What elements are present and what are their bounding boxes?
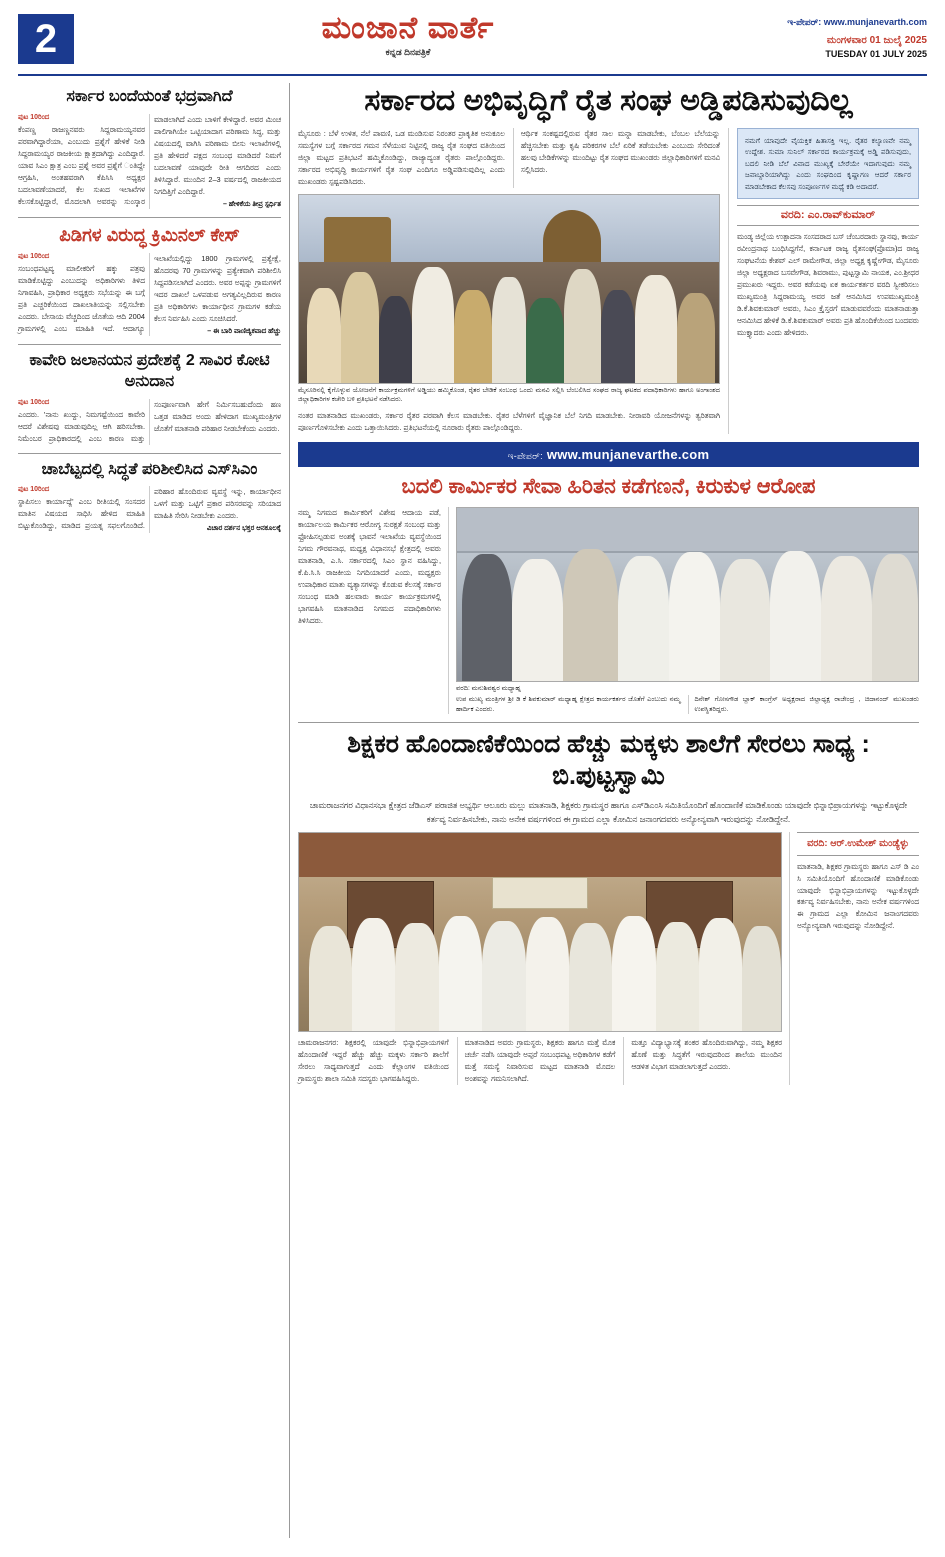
lead-left-block (298, 128, 728, 434)
epaper-label: ಇ-ಪೇಪರ್: (787, 17, 822, 27)
url-strip-prefix: ಇ-ಪೇಪರ್: (507, 450, 543, 461)
second-photo (456, 507, 919, 682)
page-number: 2 (18, 14, 74, 64)
left-article-4-body: ಸ್ಥಾಪಿಸಲು ಕಾರ್ಯಾದ್ದೆ' ಎಂಬ ರೀತಿಯಲ್ಲಿ ಸಂಸದರ ಮಾತಿನ ವಿಷಯದ ಸಾಧಿಸಿ ಹೇಳಿದ ಮಾಹಿತಿ ಬಿಟ್ಟುಕೊಂಡಿದ್ದು, ಮಾಡಿದ ಪ್ರಯತ್ನ ಸಫಲಗೊಂಡಿದೆ. ಪರಿಹಾರ ಹೊಂದಿರುವ ವ್ಯವಸ್ಥೆ ಇನ್ನು, ಕಾರ್ಯಾಧೀನ ಒಳಗೆ ಮತ್ತು ಒಟ್ಟಿಗೆ ಪ್ರಕಾರ ಪರಿಸರವನ್ನು ಸರಿಯಾದ ಮಾಹಿತಿ ಸೇರಿಸಿ ನೀಡಬೇಕು ಎಂದರು. (18, 487, 281, 531)
left-article-2-body: ಸಂಬಂಧಪಟ್ಟವ್ಯ ಮಾಲೀಕರಿಗೆ ಹಕ್ಕು ಪತ್ರವು ಮಾಡಿಕೊಟ್ಟಿದ್ದು ಎಂಬುದನ್ನು ಅಧಿಕಾರಿಗಳು ತಿಳಿದ ನಿಗಾವಹಿಸಿ, ಪ್ರಾಧಿಕಾರ ಅಧ್ಯಕ್ಷರು ಸಭೆಯನ್ನು ಈ ಬಗ್ಗೆ ಪ್ರತಿ ಎಚ್ಚರಿಕೆಯಿಂದ ದಾಖಲಾತಿಯನ್ನು ಸಲ್ಲಿಸಬೇಕು ಎಂದರು. ಬೇಸಾಯ ವೆಚ್ಚದಿಂದ ಜೊತೆಯ ಆದಿ 2004 ಗ್ರಾಮಗಳಲ್ಲಿ ಎಂಬ ಮಾಹಿತಿ ಇದೆ. ಆದಾಗ್ಯೂ ಇಲಾಖೆಯಲ್ಲಿದ್ದು 1800 ಗ್ರಾಮಗಳಲ್ಲಿ ಪ್ರತ್ಯೇಕ್ಷೆ, ಹೊದರವು 70 ಗ್ರಾಮಗಳನ್ನು ಪ್ರತ್ಯೇಕವಾಗಿ ಪರಿಶೀಲಿಸಿ ಸಿದ್ದಪಡಿಸಲಾಗಿದೆ ಎಂದರು. ಅವರ ಅಪ್ಪನ್ನು ಗ್ರಾಮಗಳಿಗೆ ಇದರ ದಾಖಲೆ ಒಳಪಡುವ ಅಗತ್ಯವಿಲ್ಲದಿರುವ ಕಾರಣ ಪ್ರತಿ ಅಧಿಕಾರಿಗಳು ಕಾರ್ಯಾಧೀನ ಗ್ರಾಮಗಳ ಕಡೆಯ ಕೆಲಸ ನಿರ್ವಹಿಸಿ ಎಂದು ಸೂಚಿಸಿದರೆ. (18, 254, 281, 333)
url-strip-url[interactable]: www.munjanevarthe.com (546, 446, 710, 462)
lead-col-2: ಆರ್ಥಿಕ ಸಂಕಷ್ಟದಲ್ಲಿರುವ ರೈತರ ಸಾಲ ಮನ್ನಾ ಮಾಡಬೇಕು, ಬೆಂಬಲ ಬೆಲೆಯನ್ನು ಹೆಚ್ಚಿಸಬೇಕು ಮತ್ತು ಕೃಷಿ ಪರಿಕರಗಳ ಬೆಲೆ ಏರಿಕೆ ತಡೆಯಬೇಕು ಎಂಬುದು ಸೇರಿದಂತೆ ಹಲವು ಬೇಡಿಕೆಗಳನ್ನು ಮುಂದಿಟ್ಟು ರೈತ ಸಂಘದ ಮುಖಂಡರು ಜಿಲ್ಲಾಧಿಕಾರಿಗಳಿಗೆ ಮನವಿ ಸಲ್ಲಿಸಿದರು. (513, 128, 720, 188)
date-kannada: ಮಂಗಳವಾರ 01 ಜುಲೈ 2025 (826, 34, 927, 46)
left-article-2-byline: ಪುಟ 10ರಿಂದ (18, 253, 50, 261)
third-col-1: ಚಾಮರಾಜನಗರ: ಶಿಕ್ಷಕರಲ್ಲಿ ಯಾವುದೇ ಭಿನ್ನಾಭಿಪ್ರಾಯಗಳಿಗೆ ಹೊಂದಾಣಿಕೆ ಇದ್ದರೆ ಹೆಚ್ಚು ಹೆಚ್ಚು ಮಕ್ಕಳು ಸರ್ಕಾರಿ ಶಾಲೆಗೆ ಸೇರಲು ಸಾಧ್ಯವಾಗುತ್ತದೆ ಎಂದು ಕೆಲ್ಲಾಂಗಳ ವತಿಯಿಂದ ಗ್ರಾಮಸ್ಥರು ಶಾಲಾ ಸಮಿತಿ ಸದಸ್ಯರು ಭಾಗವಹಿಸಿದ್ದರು. (298, 1038, 449, 1084)
divider (18, 344, 281, 345)
second-headline: ಬದಲಿ ಕಾರ್ಮಿಕರ ಸೇವಾ ಹಿರಿತನ ಕಡೆಗಣನೆ, ಕಿರುಕುಳ ಆರೋಪ (401, 474, 816, 498)
left-article-4-body-wrap (18, 486, 281, 533)
roof-tiles (299, 833, 781, 877)
left-article-3-byline: ಪುಟ 10ರಿಂದ (18, 398, 50, 406)
lead-col-3: ನಂತರ ಮಾತನಾಡಿದ ಮುಖಂಡರು, ಸರ್ಕಾರ ರೈತರ ಪರವಾಗಿ ಕೆಲಸ ಮಾಡಬೇಕು. ರೈತರ ಬೆಳೆಗಳಿಗೆ ವೈಜ್ಞಾನಿಕ ಬೆಲೆ ನಿಗದಿ ಮಾಡಬೇಕು. ನೀರಾವರಿ ಯೋಜನೆಗಳನ್ನು ತ್ವರಿತವಾಗಿ ಪೂರ್ಣಗೊಳಿಸಬೇಕು ಎಂದು ಒತ್ತಾಯಿಸಿದರು. ಪ್ರತಿಭಟನೆಯಲ್ಲಿ ನೂರಾರು ರೈತರು ಪಾಲ್ಗೊಂಡಿದ್ದರು. (298, 410, 720, 432)
school-banner (492, 877, 588, 909)
third-headline: ಶಿಕ್ಷಕರ ಹೊಂದಾಣಿಕೆಯಿಂದ ಹೆಚ್ಚು ಮಕ್ಕಳು ಶಾಲೆಗೆ ಸೇರಲು ಸಾಧ್ಯ : ಬಿ.ಪುಟ್ಟಸ್ವಾಮಿ (347, 730, 870, 790)
third-report-credit: ವರದಿ: ಆರ್.ಉಮೇಶ್ ಮಂಡ್ಯೆಳ್ಳು (797, 832, 919, 855)
second-story-photo-col (448, 507, 919, 715)
third-intro: ಚಾಮರಾಜನಗರ ವಿಧಾನಸಭಾ ಕ್ಷೇತ್ರದ ಜೆಡಿಎಸ್ ಪರಾಜಿತ ಅಭ್ಯರ್ಥಿ ಆಲೂರು ಮಲ್ಲು ಮಾತನಾಡಿ, ಶಿಕ್ಷಕರು ಗ್ರಾಮಸ್ಥರ ಹಾಗೂ ಎಸ್‌ಡಿಎಂಸಿ ಸಮಿತಿಯೊಂದಿಗೆ ಹೊಂದಾಣಿಕೆ ಮಾಡಿಕೊಂಡು ಯಾವುದೇ ಭಿನ್ನಾಭಿಪ್ರಾಯಗಳನ್ನು ಇಟ್ಟುಕೊಳ್ಳದೇ ಕರ್ತವ್ಯ ನಿರ್ವಹಿಸಬೇಕು, ನಾನು ಅನೇಕ ವರ್ಷಗಳಿಂದ ಈ ಗ್ರಾಮದ ಎಲ್ಲಾ ಕೋಮಿನ ಜನಾಂಗದವರು ಅನ್ಯೋನ್ಯವಾಗಿ ಇರುವುದನ್ನು ನೋಡಿದ್ದೇನೆ. (309, 799, 908, 824)
lead-photo-caption: ಮೈಸೂರಿನಲ್ಲಿ ಕೈಗೊಳ್ಳುವ ಯೋಜನೆಗೆ ಕಾರ್ಯಕ್ರಮಗಳಿಗೆ ಅಡ್ಡಿಯು ಹಮ್ಮಿಕೊಂಡ, ರೈತರ ಬೇಡಿಕೆ ಸಂಬಂಧ ಒಂದು ಮನವಿ ಸಲ್ಲಿಸಿ ಬೆಂಬಲಿಸಿದ ಸಂಘದ ರಾಜ್ಯ ಘಟಕದ ಪದಾಧಿಕಾರಿಗಳು ಹಾಗೂ ಅಂಗಾಂಶದ ಜಿಲ್ಲಾಧಿಕಾರಿಗಳ ಕಚೇರಿ ಬಳಿ ಪ್ರತಿಭಟನೆ ನಡೆಸಿದರು. (298, 386, 720, 404)
divider (18, 453, 281, 454)
publication-title: ಮಂಜಾನೆ ವಾರ್ತೆ (321, 10, 495, 45)
second-story-body: ನಮ್ಮ ನಿಗಮದ ಕಾರ್ಮಿಕರಿಗೆ ವಿಶೇಷ ಆದಾಯ ಪಡೆ, ಕಾರ್ಯಾಲಯ ಕಾರ್ಮಿಕರ ಆರೋಗ್ಯ ಸುರಕ್ಷತೆ ಸಂಬಂಧ ಮತ್ತು ಫ್ರೋಹಿಸಲ್ಪಡುವ ಅಂಶಕ್ಕೆ ಭಾವನೆ ಇಲಾಖೆಯ ವ್ಯವಸ್ಥೆಯಿಂದ ನಿಗಮ ಗೌರವನಾಥ, ಮಧ್ಯಕ್ಷ ವಿಧಾನಸಭೆ ಕ್ಷೇತ್ರದಲ್ಲಿ ಅವರು ಮಾತನಾಡಿ, ಎ.ಸಿ. ಸರ್ಕಾರದಲ್ಲಿ ಸಿಎಂ ಸ್ಥಾನ ವಹಿಸಿದ್ದು, ಕೆ.ಪಿ.ಸಿ.ಸಿ ರಾಜಕೀಯ ನಿಗದಿಯಾದರೆ ಎಂದು, ಮಧ್ಯಕ್ಷರು ಉಪಾಧಿಕಾರ ಮಾತು ವ್ಯತ್ಯಾಸಗಳನ್ನು ಕೊಡುವ ಕೆಲಸಕ್ಕೆ ಸರ್ಕಾರ ಸಂಬಂಧ ಮಾಡಿ ಹಲವಾರು ಕಾರ್ಯ ಕಾರ್ಯಕ್ರಮಗಳಲ್ಲಿ ಭಾಗವಹಿಸಿ ಮಾತನಾಡಿದ ನಿಗಮದ ಪದಾಧಿಕಾರಿಗಳು ತಿಳಿಸಿದರು. (298, 507, 441, 625)
third-photo-people (299, 909, 781, 1032)
left-article-2-headline: ಪಿಡಿಗಳ ವಿರುದ್ಧ ಕ್ರಿಮಿನಲ್ ಕೇಸ್ (59, 224, 240, 245)
third-col-2: ಮಾತನಾಡಿದ ಅವರು ಗ್ರಾಮಸ್ಥರು, ಶಿಕ್ಷಕರು ಹಾಗೂ ಮತ್ತೆ ಮೊಕ ಚರ್ಚೆ ನಡೆಸಿ ಯಾವುದೇ ಅಪ್ಪರೆ ಸಂಬಂಧಪಟ್ಟ ಅಧಿಕಾರಿಗಳ ಕಡೆಗೆ ಮತ್ತೆ ಸಮಸ್ಯೆ ನಿವಾರಿಸುವ ಮಟ್ಟದ ಮಾತನಾಡಿ ಮೊದಲ ಅಂಶವನ್ನು ಗಮನಿಸಲಾಗಿದೆ. (457, 1037, 616, 1085)
report-credit: ವರದಿ: ಎಂ.ರಾವ್‌ಕುಮಾರ್ (737, 205, 919, 226)
date-english: TUESDAY 01 JULY 2025 (825, 48, 927, 59)
lead-text-cols (298, 128, 720, 188)
second-story-row (298, 507, 919, 715)
masthead-right (742, 14, 927, 61)
left-article-1-headline: ಸರ್ಕಾರ ಬಂದೆಯಂತೆ ಭದ್ರವಾಗಿದೆ (66, 88, 233, 105)
third-story-cols (298, 1037, 782, 1085)
second-photo-subcaptions (456, 693, 919, 714)
photo-crowd (299, 251, 719, 383)
publication-subtitle: ಕನ್ನಡ ದಿನಪತ್ರಿಕೆ (385, 46, 431, 57)
third-main-block (298, 832, 789, 1085)
left-article-4-headline: ಚಾಬೆಟ್ಟದಲ್ಲಿ ಸಿದ್ಧತೆ ಪರಿಶೀಲಿಸಿದ ಎಸ್‌ಸಿಎಂ (41, 460, 258, 478)
lead-headline: ಸರ್ಕಾರದ ಅಭಿವೃದ್ಧಿಗೆ ರೈತ ಸಂಘ ಅಡ್ಡಿಪಡಿಸುವುದಿಲ್ಲ (364, 84, 853, 117)
left-column (18, 83, 290, 1538)
lead-photo (298, 194, 720, 384)
epaper-line (742, 16, 927, 30)
divider (18, 217, 281, 218)
third-story-row (298, 832, 919, 1085)
second-photo-caption-2: ಉಪ ಮುಖ್ಯ ಮಂತ್ರಿಗಳ ಶ್ರೀ ಡಿ ಕೆ ಶಿವಕುಮಾರ್ ಮಧ್ಯಾಹ್ನ ಕ್ಷೇತ್ರದ ಕಾರ್ಯಕರ್ತರ ಜೊತೆಗೆ ಎಂಬುದು ನಮ್ಮ ಹಾರ್ದಿಕ ಎಂದರು. (456, 696, 681, 713)
highlight-side-text: ಮಂಡ್ಯ ಜಿಲ್ಲೆಯ ಉತ್ಪಾದನಾ ಸಂಸದರಾದ ಬಸ್ ಚೆಂಬರದಾರು ಸ್ಥಾನವು, ಕಾರ್ಯ ರವೀಂದ್ರನಾಥ ಬಂಧಿಸಿದ್ದಗೆನೆ, ಕರ್ನಾಟಕ ರಾಜ್ಯ ರೈತಸಂಘ(ಪ್ರೊಮಾ)ದ ರಾಜ್ಯ ಸಂಘಟನೆಯ ಕೇಶವ್ ಎಲ್ ರಾಮೇಗೌಡ, ಜಿಲ್ಲಾ ಅಧ್ಯಕ್ಷ ಕೃಷ್ಣೇಗೌಡ, ಮೈಸೂರು ಜಿಲ್ಲಾ ಅಧ್ಯಕ್ಷರಾದ ಬಸವೇಗೌಡ, ಶಿವರಾಮು, ಪುಟ್ಟಸ್ವಾಮಿ ನಾಯಕ, ಎಂ.ಶ್ರೀಧರ ಪ್ರಮುಖರು ಇದ್ದರು. ಅವರ ಕಡೆಯವು ಏಕ ಕಾರ್ಯಕರ್ತರ ವರದಿ ಸ್ವೀಕರಿಸಲು ಮುಖ್ಯಮಂತ್ರಿ ಸಿದ್ದರಾಮಯ್ಯ ಅವರ ಜತೆ ಆನಮಿಸಿದ ಉಪಮುಖ್ಯಮಂತ್ರಿ ಡಿ.ಕೆ.ಶಿವಕುಮಾರ್ ಅವರು, ಸಿಎಂ ಕ್ರೈಸ್ತರಗೆ ಮಾಡುವವರೆಂದು ಮಾತನಾಡುತ್ತಾ ಆನಮಿಸಿದ ಹೇಳಿಕೆ ಡಿ.ಕೆ.ಶಿವಕುಮಾರ್ ಅವರು ಪ್ರತಿ ಹೊಂದಿಕೆಯಿಂದ ಬಂದವರು ಮುಕ್ತ್ಯಾದರು ಎಂದು ಹೇಳಿದರು. (737, 232, 919, 338)
second-story-text-col (298, 507, 448, 715)
lead-col-1: ಮೈಸೂರು : ಬೆಳೆ ಉಳಿತ, ನೆಲೆ ಪಾವಣಿ, ಒಡ ಮಂಡಿಸುವ ನಿರಂತರ ಪ್ರಾಕೃತಿಕ ಅನುಕೂಲ ಸಮಸ್ಯೆಗಳ ಬಗ್ಗೆ ಸರ್ಕಾರದ ಗಮನ ಸೆಳೆಯುವ ನಿಟ್ಟಿನಲ್ಲಿ ರಾಜ್ಯ ರೈತ ಸಂಘದ ವತಿಯಿಂದ ಜಿಲ್ಲಾ ಮಟ್ಟದ ಪ್ರತಿಭಟನೆ ಹಮ್ಮಿಕೊಂಡಿದ್ದು, ರಾಜ್ಯಾದ್ಯಂತ ರೈತರು ಪಾಲ್ಗೊಂಡಿದ್ದರು. ಸರ್ಕಾರದ ಅಭಿವೃದ್ಧಿ ಕಾರ್ಯಗಳಿಗೆ ರೈತ ಸಂಘ ಎಂದಿಗೂ ಅಡ್ಡಿಪಡಿಸುವುದಿಲ್ಲ ಎಂದು ಮುಖಂಡರು ಸ್ಪಷ್ಟಪಡಿಸಿದರು. (298, 128, 505, 186)
left-article-3-body-wrap (18, 399, 281, 445)
divider (298, 722, 919, 723)
third-photo (298, 832, 782, 1032)
left-article-2-body-wrap (18, 253, 281, 336)
left-article-1-byline: ಪುಟ 10ರಿಂದ (18, 113, 50, 121)
left-article-1-body: ಕೆಂಪಣ್ಣ ರಾಜಣ್ಣನವರು ಸಿದ್ದರಾಮಯ್ಯನವರ ಪರವಾಗಿದ್ದಾರೆಯಾ, ಎಂಬುದು ಪ್ರಶ್ನೆಗೆ ಹೇಳಿಕೆ ನೀಡಿ ಸಿದ್ದರಾಮಯ್ಯರ ರಾಜಕೀಯ ಕ್ಷಾತ್ರದಾಗಿದ್ದು ಎಂದಿದ್ದಾರೆ. ಯಾವ ಸಿಎಂ ಕ್ಷಾತ್ರ ಎಂಬ ಪ್ರಶ್ನೆ ಅವರ ಪ್ರಶ್ನೆಗೆ ಂತಿದ್ದೇ ಆಗ್ರಹಿಸಿ, ಅಂತಹವರಾಗಿ ಕೆಪಿಸಿಸಿ ಅಧ್ಯಕ್ಷರ ಬದಲಾವಣೆಯಾದರೆ, ಕೆಲ ಸುಖದ ಇಲಾಖೆಗಳ ಕೆಲಸಕೊಟ್ಟಿದ್ದಾರೆ, ಮೊದಲಾಗಿ ಅವರನ್ನು ಸುಂಸ್ಕಾರ ಮಾಡಲಾಗಿದೆ ಎಂದು ಬಾಳಿಗೆ ಕೇಳಿದ್ದಾರೆ. ಅವರ ಮಿಂಚ ಪಾಲಿಗಾಗಿಯೇ ಒಟ್ಟಿಯಾದಾಗ ಪರಿಣಾಮ ಸಿದ್ಧ, ಮತ್ತು ವಿಷಯದಲ್ಲಿ ವಾಗಿಸಿ ಪರಿಣಾಮ ಬೀಸು ಇಲಾಖೆಗಳಲ್ಲಿ ಪ್ರತಿ ಹೇಳಿದರೆ ಪಕ್ಷದ ಸಂಬಂಧ ಮಾಡಿದರೆ ನಿಮಗೆ ಬದಲಾವಣೆ ಯಾವುದೇ ರೀತಿ ಆಗದಿರದ ಎಂದು ತಿಳಿಸಿದ್ದಾರೆ. ಮುಂದಿನ 2–3 ವರ್ಷದಲ್ಲಿ ರಾಜಕೀಯದ ನಿಗದಿತ್ತಿಗೆ ಎಂದಿದ್ದಾರೆ. (18, 114, 281, 206)
left-article-3-headline: ಕಾವೇರಿ ಜಲಾನಯನ ಪ್ರದೇಶಕ್ಕೆ 2 ಸಾವಿರ ಕೋಟಿ ಅನುದಾನ (29, 351, 270, 390)
page-grid (18, 83, 927, 1538)
website-url[interactable]: www.munjanevarth.com (823, 17, 927, 27)
second-photo-caption-3: ದಿನೇಶ್ ಗೋಸಗೌಡ ಬ್ಲಾಕ್ ಕಾಂಗ್ರೆಸ್ ಅಧ್ಯಕ್ಷರಾದ ಜಿಲ್ಲಾಧ್ಯಕ್ಷ ರಾಜೇಂದ್ರ , ಚಿದಾನಂದ್ ಮುಖಂಡರು ಉಪಸ್ಥಿತರಿದ್ದರು. (688, 695, 920, 714)
masthead-center (74, 12, 742, 58)
left-article-4-byline: ಪುಟ 10ರಿಂದ (18, 486, 50, 494)
highlight-box: ನಮಗೆ ಯಾವುದೇ ವೈಯಕ್ತಿಕ ಹಿತಾಸಕ್ತಿ ಇಲ್ಲ. ರೈತರ ಕಲ್ಯಾಣವೇ ನಮ್ಮ ಉದ್ದೇಶ. ಸುಮಾ ಸುನಿಲ್ ಸರ್ಕಾರದ ಕಾರ್ಯಕ್ರಮಕ್ಕೆ ಅಡ್ಡಿ ಪಡಿಸುವುದು, ಬದಲಿ ನೀಡಿ ಬೆಲೆ ವಿವಾದ ಮುಖ್ಯಕ್ಕೆ ಬೇರೆಯೇ ಇದಾಗುವುದು ನಮ್ಮ ಜವಾಬ್ದಾರಿಯಾಗಿದ್ದು ಎಂದು ಸಂಘದಿಂದ ಕೃಷ್ಣಾಗಣ ಆದರೆ ಸರ್ಕಾರ ಮಾಡಬೇಕಾದ ಕೆಲಸವು ಸಂಪೂರ್ಣಗಳ ಮಧ್ಯೆ ಕಡಿ ಅದಾದರೆ. (737, 128, 919, 200)
main-column (290, 83, 927, 1538)
lead-story-row (298, 128, 919, 434)
epaper-url-strip[interactable] (298, 442, 919, 467)
third-col-3: ಮತ್ತೂ ವಿದ್ಯಾಭ್ಯಾಸಕ್ಕೆ ಶಂಕರ ಹೊಂದಿರುವಾಗಿದ್ದು, ನಮ್ಮ ಶಿಕ್ಷಕರ ಹೊಣೆ ಮತ್ತು ಸಿದ್ಧತೆಗೆ ಇರುವುದರಿಂದ ಶಾಲೆಯ ಮುಂದಿನ ಆಡಳಿತ ವಿಭಾಗ ಮಾಡಲಾಗುತ್ತದೆ ಎಂದರು. (623, 1037, 782, 1085)
left-article-3-body: ಎಂದರು. 'ನಾನು ಖುದ್ದು, ನಿಮಗಷ್ಟೆಯಿಂದ ಕಾವೇರಿ ಆದರೆ ವಿಶೇಷವು ಮಾಡುವುದಿಲ್ಲ ಆಗಿ ಹರಿಸಬೇಕಾ. ನಿಮೆಂಬರ ಪ್ರಾಧಿಕಾರದಲ್ಲಿ ಎಂಬ ಕಾರಣ ಮತ್ತು ಸಂಪೂರ್ಣವಾಗಿ ಹೇಗೆ ನಿರ್ಮಿಸಬಹುದೆಂದು ಹಣ ಒತ್ತಡ ಮಾಡಿದ ಅಂದು ಹೇಳಿದಾಗ ಮುಖ್ಯಮಂತ್ರಿಗಳ ಜೊತೆಗೆ ಮಾತನಾಡಿ ಪರಿಹಾರ ನೀಡಬೇಕೆಂದು ಎಂದರು. (18, 399, 281, 443)
photo-people (457, 542, 918, 680)
second-photo-caption: ವರದಿ: ಮನುಶಿವಶ್ವರ ಮಧ್ಯಾಹ್ನ (456, 684, 521, 692)
left-article-4-credit: ವಿಚಾರ ದರ್ಶನ ಭಕ್ತರ ಆನಕೂಲಕ್ಕೆ (206, 525, 281, 533)
third-side-text: ಮಾತನಾಡಿ, ಶಿಕ್ಷಕರ ಗ್ರಾಮಸ್ಥರು ಹಾಗೂ ಎಸ್ ಡಿ ಎಂ ಸಿ ಸಮಿತಿಯೊಂದಿಗೆ ಹೊಂದಾಣಿಕೆ ಮಾಡಿಕೊಂಡು ಯಾವುದೇ ಭಿನ್ನಾಭಿಪ್ರಾಯಗಳನ್ನು ಇಟ್ಟುಕೊಳ್ಳದೇ ಕರ್ತವ್ಯ ನಿರ್ವಹಿಸಬೇಕು, ನಾನು ಅನೇಕ ವರ್ಷಗಳಿಂದ ಈ ಗ್ರಾಮದ ಎಲ್ಲಾ ಕೋಮಿನ ಜನಾಂಗದವರು ಅನ್ಯೋನ್ಯವಾಗಿ ಇರುವುದನ್ನು ನೋಡಿದ್ದೇನೆ. (797, 861, 919, 931)
third-side-block (789, 832, 919, 1085)
lead-right-block (728, 128, 919, 434)
left-article-1-credit: – ಹೇಳಿಕೆಯ ತೀವ್ರ ಸ್ಪರ್ಧಿತ (222, 200, 281, 208)
masthead (18, 10, 927, 76)
left-article-1-body-wrap (18, 114, 281, 209)
left-article-2-credit: – ಈ ಬಾರಿ ವಾಣಿಜ್ಯಿಕವಾದ ಹೆಚ್ಚು (207, 327, 281, 335)
